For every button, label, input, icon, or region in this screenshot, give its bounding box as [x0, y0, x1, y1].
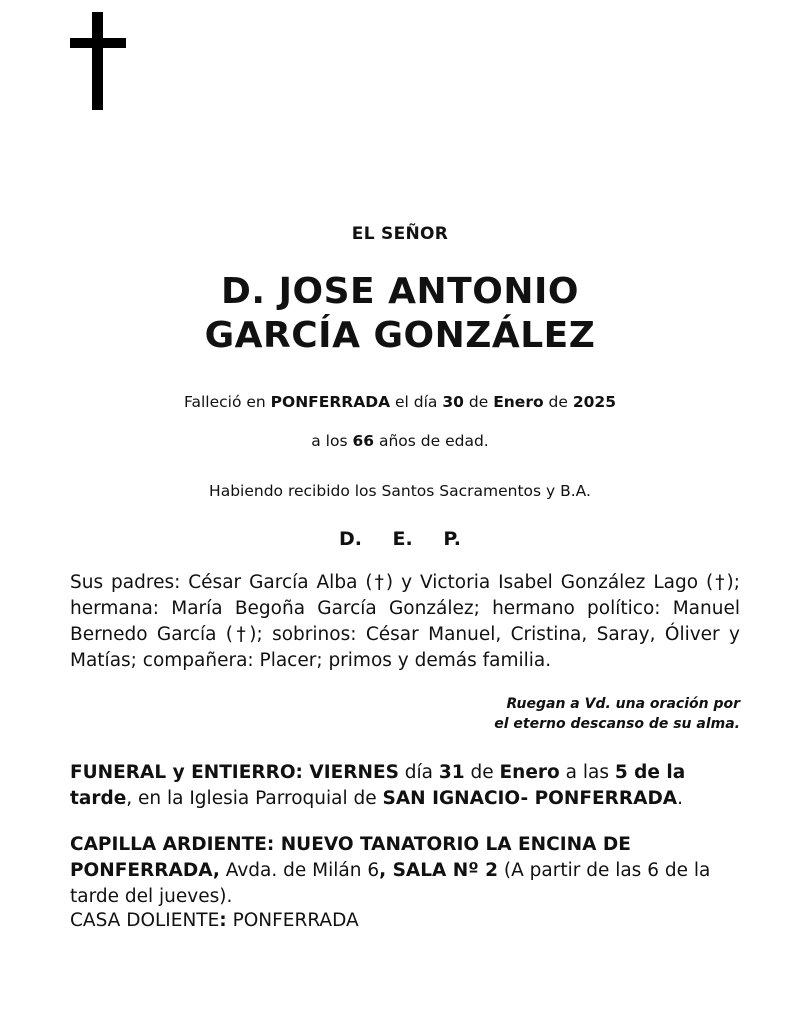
sacraments-line: Habiendo recibido los Santos Sacramentos y B.A.: [209, 482, 591, 500]
chapel-comma: ,: [379, 860, 393, 881]
honorific-title: EL SEÑOR: [351, 224, 449, 244]
death-month: Enero: [493, 393, 544, 411]
prayer-line1: Ruegan a Vd. una oración por: [506, 696, 740, 712]
funeral-text: de: [464, 762, 500, 783]
age-text: años de edad.: [374, 432, 489, 450]
death-year: 2025: [572, 393, 616, 411]
chapel-address: Avda. de Milán 6: [219, 860, 380, 881]
deceased-name: [0, 270, 800, 358]
chapel-info: [70, 832, 750, 910]
mourning-house-value: PONFERRADA: [226, 910, 359, 931]
funeral-label: FUNERAL y ENTIERRO: VIERNES: [70, 762, 399, 783]
family-paragraph: Sus padres: César García Alba (†) y Victoria Isabel González Lago (†); hermana: María Begoña García González; hermano político: Manuel Bernedo García (†); sobrinos: César Manuel, Cristina, Saray, Óliver y Matías; compañera: Placer; primos y demás familia.: [70, 572, 740, 671]
death-info: [0, 393, 800, 411]
death-day: 30: [442, 393, 464, 411]
funeral-text: a las: [559, 762, 615, 783]
death-text: Falleció en: [184, 393, 271, 411]
prayer-request: [494, 694, 740, 734]
funeral-text: día: [398, 762, 439, 783]
funeral-church: SAN IGNACIO- PONFERRADA: [382, 788, 678, 809]
deceased-name-line2: GARCÍA GONZÁLEZ: [204, 315, 596, 356]
mourning-house: [70, 908, 750, 934]
mourning-house-label: CASA DOLIENTE: [70, 910, 220, 931]
chapel-note: (A partir de las 6 de la tarde del jueves).: [70, 860, 711, 907]
age-value: 66: [352, 432, 375, 450]
age-text: a los: [311, 432, 353, 450]
death-text: el día: [390, 393, 443, 411]
death-text: de: [463, 393, 494, 411]
mourning-house-colon: :: [219, 910, 227, 931]
deceased-name-line1: D. JOSE ANTONIO: [221, 271, 579, 312]
funeral-info: [70, 760, 750, 812]
death-text: de: [543, 393, 573, 411]
funeral-day: 31: [438, 762, 465, 783]
cross-icon: [68, 12, 128, 112]
prayer-line2: el eterno descanso de su alma.: [494, 716, 740, 732]
death-place: PONFERRADA: [270, 393, 391, 411]
chapel-label: CAPILLA ARDIENTE: NUEVO TANATORIO LA ENCINA DE PONFERRADA,: [70, 834, 631, 881]
funeral-text: .: [677, 788, 684, 809]
funeral-time: 5 de la tarde: [70, 762, 686, 809]
chapel-room: SALA Nº 2: [392, 860, 498, 881]
funeral-text: , en la Iglesia Parroquial de: [126, 788, 383, 809]
funeral-month: Enero: [499, 762, 560, 783]
age-info: [0, 432, 800, 450]
dep-heading: D. E. P.: [338, 528, 462, 550]
